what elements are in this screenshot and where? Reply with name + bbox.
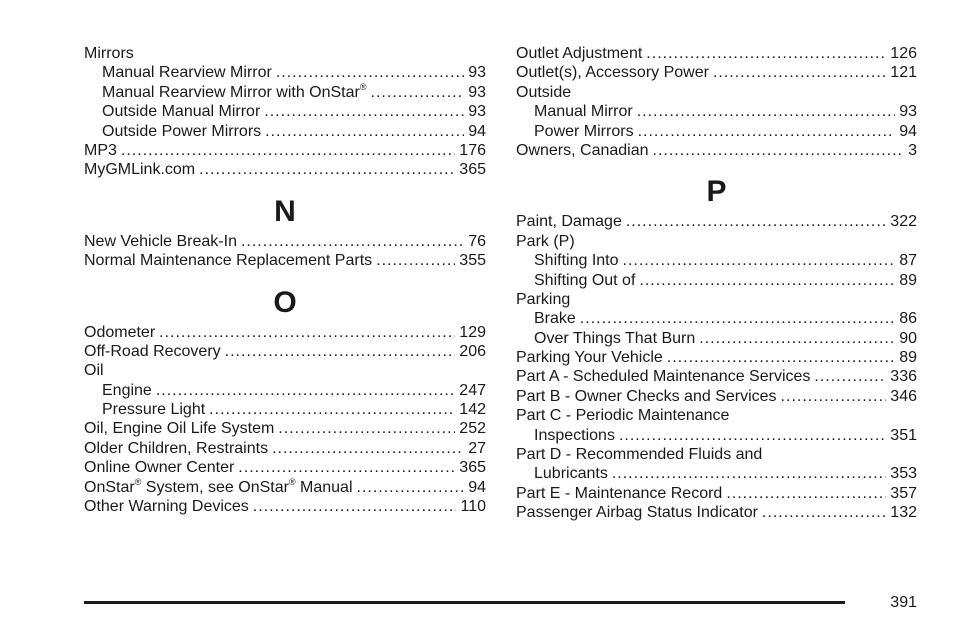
index-entry: Odometer ..... 129	[84, 323, 486, 342]
registered-mark: ®	[134, 476, 142, 487]
index-entry: Owners, Canadian ..... 3	[516, 141, 917, 160]
index-heading-oil: Oil	[84, 362, 104, 380]
index-heading-outside: Outside	[516, 83, 572, 101]
index-entry: MyGMLink.com ..... 365	[84, 160, 486, 179]
index-entry: Outside Power Mirrors ..... 94	[84, 122, 486, 141]
index-entry-part-c: Part C - Periodic Maintenance	[516, 407, 730, 425]
index-entry: Brake ..... 86	[516, 309, 917, 328]
index-entry: OnStar® System, see OnStar® Manual ..... 94	[84, 478, 486, 497]
index-entry: Shifting Out of ..... 89	[516, 271, 917, 290]
registered-mark: ®	[359, 81, 367, 92]
index-entry: New Vehicle Break-In ..... 76	[84, 232, 486, 251]
index-entry: Over Things That Burn ..... 90	[516, 329, 917, 348]
index-entry: MP3 ..... 176	[84, 141, 486, 160]
index-entry: Engine ..... 247	[84, 381, 486, 400]
right-column	[516, 44, 917, 523]
index-entry: Off-Road Recovery ..... 206	[84, 342, 486, 361]
index-entry-continuation: Inspections ..... 351	[516, 426, 917, 445]
index-entry: Part B - Owner Checks and Services ..... 346	[516, 387, 917, 406]
index-entry: Parking Your Vehicle ..... 89	[516, 348, 917, 367]
index-entry: Oil, Engine Oil Life System ..... 252	[84, 419, 486, 438]
section-letter-n: N	[274, 194, 296, 228]
index-entry: Manual Mirror ..... 93	[516, 102, 917, 121]
index-entry: Passenger Airbag Status Indicator ..... 132	[516, 503, 917, 522]
index-entry: Manual Rearview Mirror with OnStar® ..... 93	[84, 83, 486, 102]
section-letter-o: O	[273, 285, 297, 319]
index-entry: Outside Manual Mirror ..... 93	[84, 102, 486, 121]
index-entry: Other Warning Devices ..... 110	[84, 497, 486, 516]
index-heading-park: Park (P)	[516, 232, 575, 250]
index-entry: Pressure Light ..... 142	[84, 400, 486, 419]
index-entry: Part A - Scheduled Maintenance Services ..... 336	[516, 367, 917, 386]
page-number: 391	[890, 594, 917, 611]
index-entry: Part E - Maintenance Record ..... 357	[516, 484, 917, 503]
index-entry: Outlet Adjustment ..... 126	[516, 44, 917, 63]
index-entry: Online Owner Center ..... 365	[84, 458, 486, 477]
index-entry: Manual Rearview Mirror ..... 93	[84, 63, 486, 82]
footer-rule	[84, 601, 845, 604]
index-entry-part-d: Part D - Recommended Fluids and	[516, 446, 763, 464]
index-entry: Shifting Into ..... 87	[516, 251, 917, 270]
index-heading-parking: Parking	[516, 290, 571, 308]
section-letter-p: P	[706, 175, 727, 209]
index-entry: Power Mirrors ..... 94	[516, 122, 917, 141]
index-entry: Outlet(s), Accessory Power ..... 121	[516, 63, 917, 82]
index-entry: Paint, Damage ..... 322	[516, 212, 917, 231]
index-heading-mirrors: Mirrors	[84, 45, 134, 62]
index-entry-continuation: Lubricants ..... 353	[516, 464, 917, 483]
index-entry: Normal Maintenance Replacement Parts ..... 355	[84, 251, 486, 270]
index-entry: Older Children, Restraints ..... 27	[84, 439, 486, 458]
left-column	[84, 44, 486, 516]
registered-mark: ®	[288, 476, 296, 487]
